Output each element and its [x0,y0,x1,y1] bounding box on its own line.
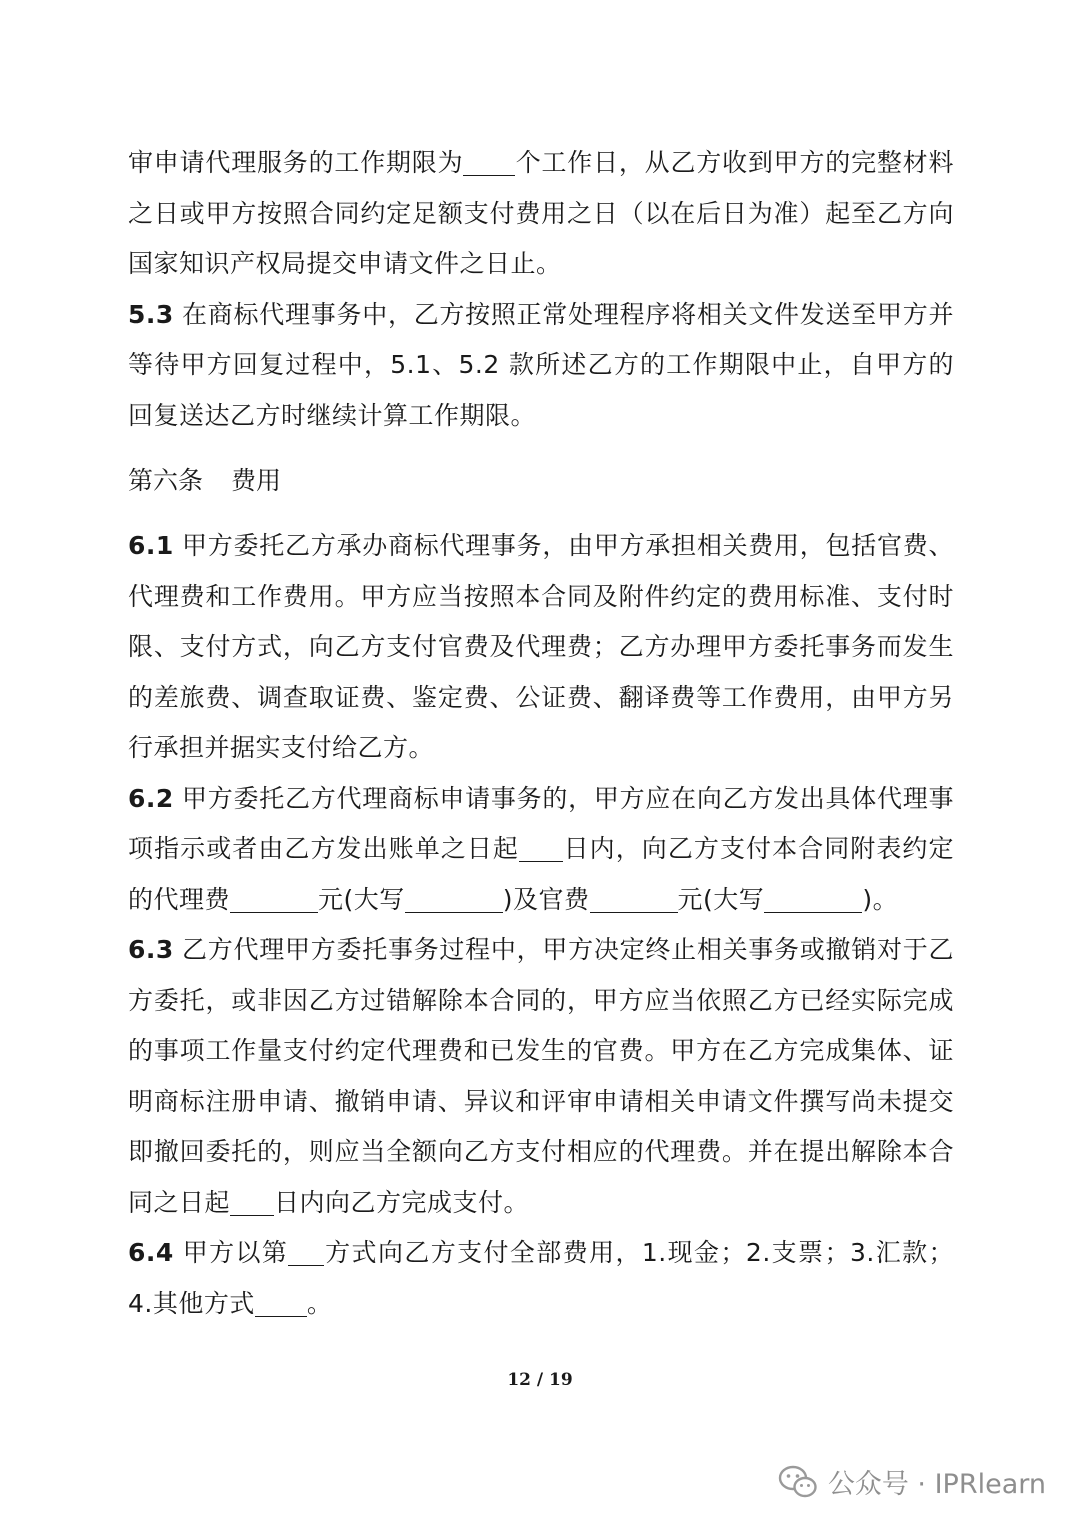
fill-blank [405,882,503,913]
text-segment: 日内，向乙方支付本合同附表约定的代理费 [128,834,954,914]
paragraph-5-2-continued [128,138,954,290]
paragraph-5-3 [128,290,954,442]
clause-number: 6.1 [128,531,174,560]
text-segment: 个工作日，从乙方收到甲方的完整材料之日或甲方按照合同约定足额支付费用之日（以在后日为准）起至乙方向国家知识产权局提交申请文件之日止。 [128,148,954,278]
article-heading-6 [128,456,954,506]
clause-number: 6.4 [128,1238,174,1267]
article-title: 费用 [231,466,282,495]
paragraph-6-3 [128,925,954,1228]
text-segment: 。 [306,1288,333,1318]
fill-blank [230,882,318,913]
text-segment: )。 [862,884,899,914]
paragraph-6-2 [128,774,954,926]
text-segment: 甲方以第 [181,1238,289,1267]
clause-number: 5.3 [128,299,174,329]
text-segment: 乙方代理甲方委托事务过程中，甲方决定终止相关事务或撤销对于乙方委托，或非因乙方过错解除本合同的，甲方应当依照乙方已经实际完成的事项工作量支付约定代理费和已发生的官费。甲方在乙方完成集体、证明商标注册申请、撤销申请、异议和评审申请相关申请文件撰写尚未提交即撤回委托的，则应当全额向乙方支付相应的代理费。并在提出解除本合同之日起 [128,935,954,1217]
wechat-icon [778,1465,818,1499]
fill-blank [230,1185,274,1216]
watermark [778,1462,1046,1501]
fill-blank [519,831,563,862]
text-segment: 方式向乙方支付全部费用，1.现金；2.支票；3.汇款；4.其他方式 [128,1238,954,1318]
clause-number: 6.3 [128,935,174,964]
text-segment: )及官费 [502,884,590,914]
watermark-text: 公众号 · IPRlearn [827,1469,1046,1500]
fill-blank [255,1286,307,1317]
fill-blank [288,1235,324,1266]
text-segment: 甲方委托乙方代理商标申请事务的，甲方应在向乙方发出具体代理事项指示或者由乙方发出账单之日起 [128,783,954,863]
clause-text: 甲方委托乙方承办商标代理事务，由甲方承担相关费用，包括官费、代理费和工作费用。甲方应当按照本合同及附件约定的费用标准、支付时限、支付方式，向乙方支付官费及代理费；乙方办理甲方委托事务而发生的差旅费、调查取证费、鉴定费、公证费、翻译费等工作费用，由甲方另行承担并据实支付给乙方。 [128,531,954,762]
fill-blank [764,882,862,913]
fill-blank [590,882,678,913]
paragraph-6-1 [128,521,954,774]
clause-number: 6.2 [128,783,174,813]
text-segment: 日内向乙方完成支付。 [274,1187,530,1217]
document-body [128,138,954,1329]
clause-text: 在商标代理事务中，乙方按照正常处理程序将相关文件发送至甲方并等待甲方回复过程中，5.1、5.2 款所述乙方的工作期限中止，自甲方的回复送达乙方时继续计算工作期限。 [128,299,954,430]
text-segment: 审申请代理服务的工作期限为 [128,148,464,177]
fill-blank [463,145,515,176]
text-segment: 元(大写 [677,884,765,914]
article-label: 第六条 [128,466,204,495]
paragraph-6-4 [128,1228,954,1329]
page-number: 12 / 19 [507,1370,573,1390]
text-segment: 元(大写 [318,884,405,914]
